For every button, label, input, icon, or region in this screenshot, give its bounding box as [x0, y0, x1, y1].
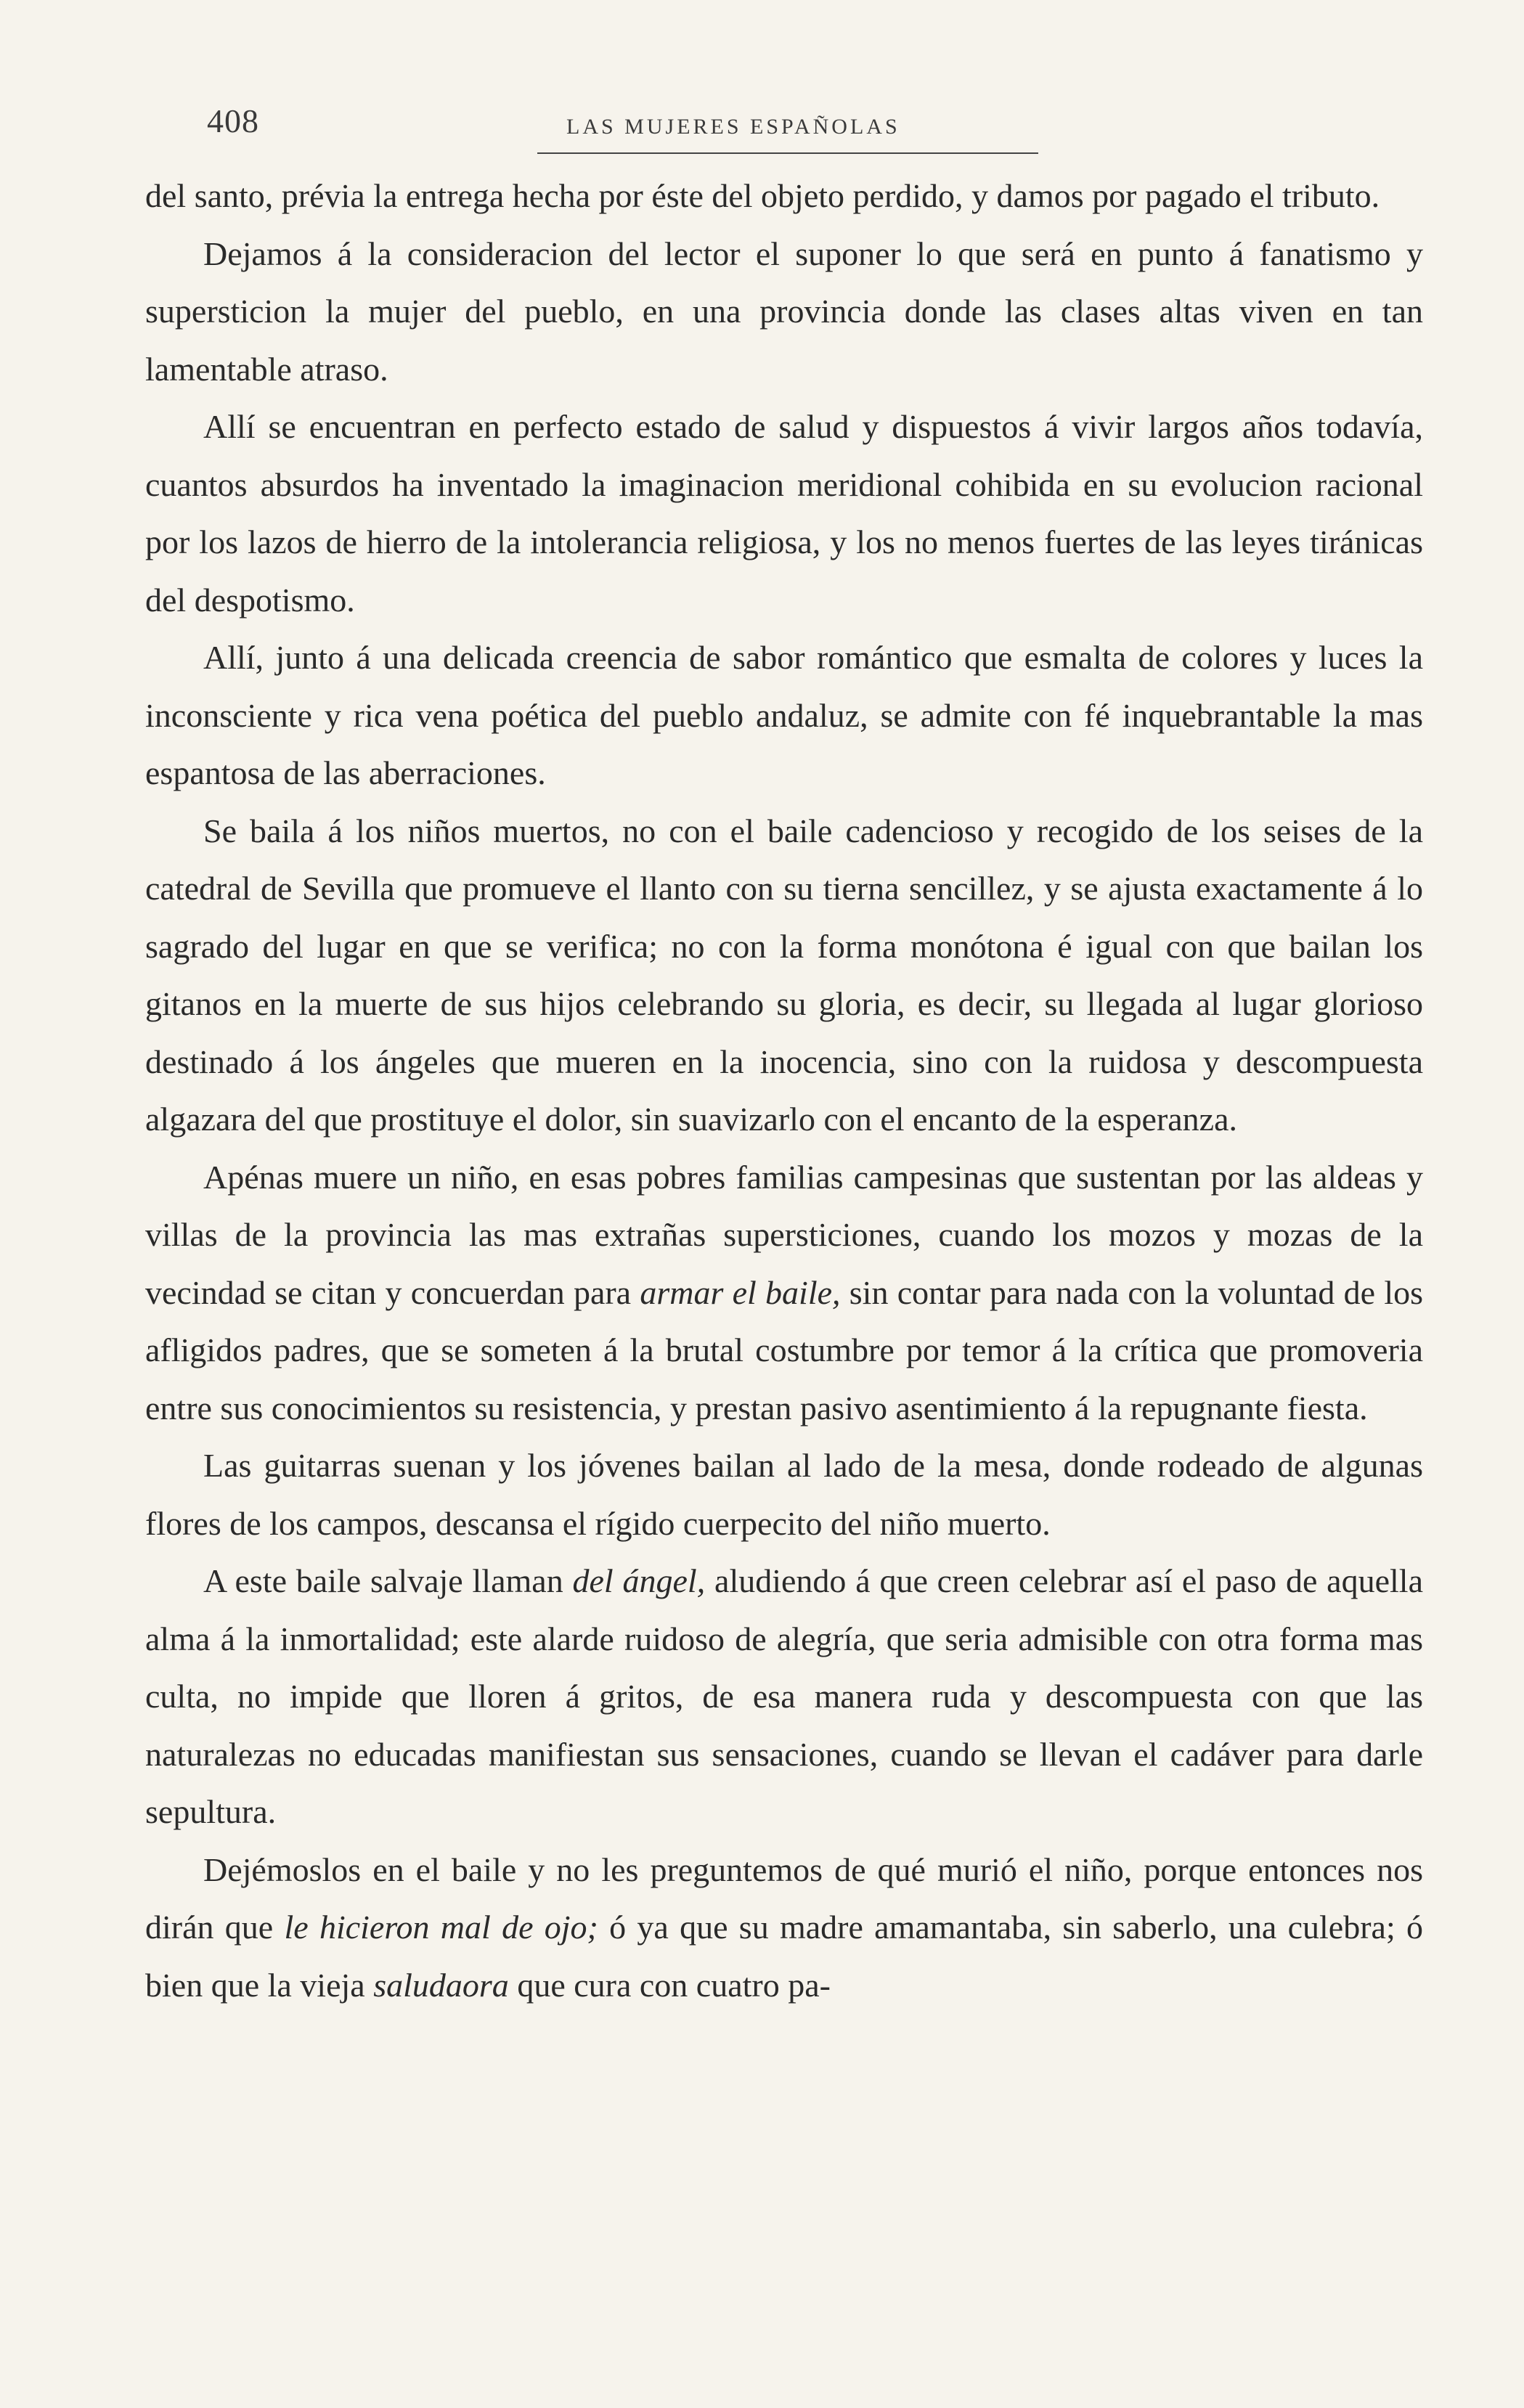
body-text	[145, 167, 1423, 2014]
paragraph-2	[145, 225, 1423, 399]
paragraph-9	[145, 1841, 1423, 2015]
paragraph-7	[145, 1437, 1423, 1552]
text-segment: sin contar para nada con la voluntad de los afligidos padres, que se someten á la brutal costumbre por temor á la crítica que promoveria entre sus conocimientos su resistencia, y prestan pasivo asentimiento á la repugnante fiesta.	[145, 1273, 1423, 1427]
paragraph-4	[145, 629, 1423, 802]
running-title: LAS MUJERES ESPAÑOLAS	[566, 115, 900, 139]
paragraph-3	[145, 398, 1423, 629]
text-segment: Las guitarras suenan y los jóvenes bailan al lado de la mesa, donde rodeado de algunas flores de los campos, descansa el rígido cuerpecito del niño muerto.	[145, 1447, 1423, 1542]
italic-phrase: del ángel,	[572, 1562, 706, 1599]
paragraph-8	[145, 1552, 1423, 1841]
page-header	[145, 102, 1423, 160]
header-rule	[537, 152, 1038, 154]
text-segment: Apénas muere un niño, en esas pobres familias campesinas que sustentan por las aldeas y villas de la provincia las mas extrañas supersticiones, cuando los mozos y mozas de la vecindad se citan y concuerdan para	[145, 1158, 1423, 1311]
paragraph-5	[145, 802, 1423, 1148]
text-segment: Dejamos á la consideracion del lector el suponer lo que será en punto á fanatismo y supersticion la mujer del pueblo, en una provincia donde las clases altas viven en tan lamentable atraso.	[145, 234, 1423, 388]
text-segment: A este baile salvaje llaman	[203, 1562, 573, 1599]
paragraph-6	[145, 1148, 1423, 1437]
text-segment: Dejémoslos en el baile y no les preguntemos de qué murió el niño, porque entonces nos dirán que	[145, 1850, 1423, 1946]
paragraph-1	[145, 167, 1423, 225]
page-number: 408	[207, 102, 259, 139]
text-segment: del santo, prévia la entrega hecha por éste del objeto perdido, y damos por pagado el tributo.	[145, 177, 1380, 214]
text-segment: aludiendo á que creen celebrar así el paso de aquella alma á la inmortalidad; este alarde ruidoso de alegría, que seria admisible con otra forma mas culta, no impide que lloren á gritos, de esa manera ruda y descompuesta con que las naturalezas no educadas manifiestan sus sensaciones, cuando se llevan el cadáver para darle sepultura.	[145, 1562, 1423, 1830]
text-segment: Allí se encuentran en perfecto estado de salud y dispuestos á vivir largos años todavía, cuantos absurdos ha inventado la imaginacion meridional cohibida en su evolucion racional por los lazos de hierro de la intolerancia religiosa, y los no menos fuertes de las leyes tiránicas del despotismo.	[145, 408, 1423, 619]
text-segment: Se baila á los niños muertos, no con el baile cadencioso y recogido de los seises de la catedral de Sevilla que promueve el llanto con su tierna sencillez, y se ajusta exactamente á lo sagrado del lugar en que se verifica; no con la forma monótona é igual con que bailan los gitanos en la muerte de sus hijos celebrando su gloria, es decir, su llegada al lugar glorioso destinado á los ángeles que mueren en la inocencia, sino con la ruidosa y descompuesta algazara del que prostituye el dolor, sin suavizarlo con el encanto de la esperanza.	[145, 812, 1423, 1138]
italic-phrase: le hicieron mal de ojo;	[284, 1909, 598, 1946]
italic-phrase: armar el baile,	[640, 1273, 841, 1311]
text-segment: Allí, junto á una delicada creencia de sabor romántico que esmalta de colores y luces la inconsciente y rica vena poética del pueblo andaluz, se admite con fé inquebrantable la mas espantosa de las aberraciones.	[145, 639, 1423, 791]
text-segment: que cura con cuatro pa-	[508, 1966, 831, 2004]
text-segment: ó ya que su madre amamantaba, sin saberlo, una culebra; ó bien que la vieja	[145, 1909, 1424, 2004]
italic-phrase: saludaora	[373, 1966, 509, 2004]
